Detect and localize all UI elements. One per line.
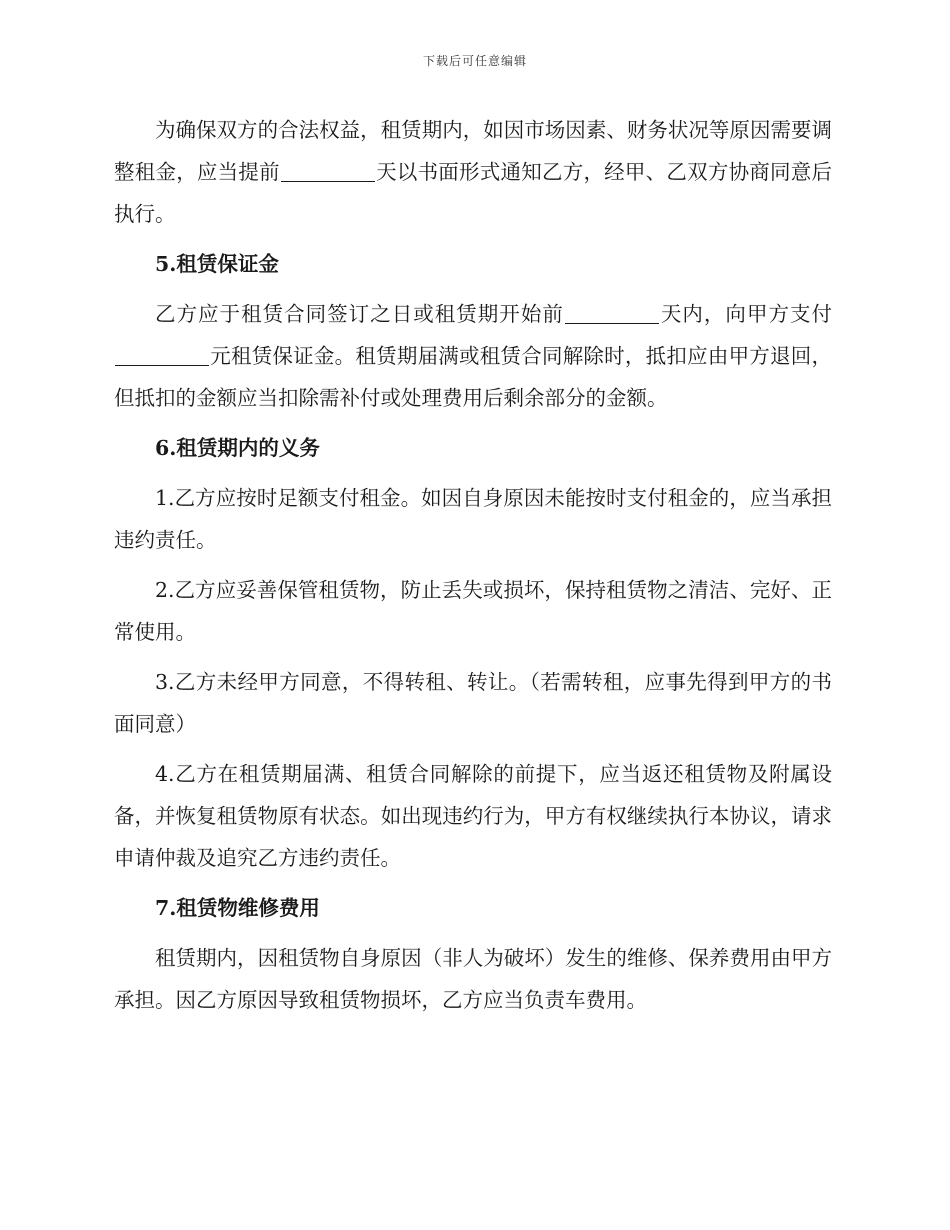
section-heading-repair-costs: 7.租赁物维修费用 <box>155 896 320 920</box>
paragraph-text: 为确保双方的合法权益，租赁期内，如因市场因素、财务状况等原因需要调整租金，应当提前 <box>114 118 832 184</box>
paragraph-text: 乙方应于租赁合同签订之日或租赁期开始前 <box>155 302 564 326</box>
paragraph-text: 天以书面形式通知乙方，经甲、乙双方协商同意后执行。 <box>114 160 833 226</box>
section-heading-deposit: 5.租赁保证金 <box>155 252 279 276</box>
repair-costs-paragraph: 租赁期内，因租赁物自身原因（非人为破坏）发生的维修、保养费用由甲方承担。因乙方原因导致租赁物损坏，乙方应当负责车费用。 <box>114 946 832 1012</box>
page-header: 下载后可任意编辑 <box>422 54 527 68</box>
rent-adjustment-paragraph <box>114 109 832 235</box>
document-body <box>114 109 832 1029</box>
blank-field-deposit-days <box>565 303 659 325</box>
paragraph-text: 元租赁保证金。租赁期届满或租赁合同解除时，抵扣应由甲方退回，但抵扣的金额应当扣除需补付或处理费用后剩余部分的金额。 <box>114 344 832 410</box>
obligation-item-2: 2.乙方应妥善保管租赁物，防止丢失或损坏，保持租赁物之清洁、完好、正常使用。 <box>114 578 832 644</box>
blank-field-notice-days <box>281 161 375 183</box>
obligation-item-3: 3.乙方未经甲方同意，不得转租、转让。（若需转租，应事先得到甲方的书面同意） <box>114 670 832 736</box>
paragraph-text: 天内，向甲方支付 <box>659 302 833 326</box>
section-heading-obligations: 6.租赁期内的义务 <box>155 436 320 460</box>
obligation-item-1: 1.乙方应按时足额支付租金。如因自身原因未能按时支付租金的，应当承担违约责任。 <box>114 486 832 552</box>
blank-field-deposit-amount <box>115 345 209 367</box>
deposit-paragraph <box>114 293 832 419</box>
obligation-item-4: 4.乙方在租赁期届满、租赁合同解除的前提下，应当返还租赁物及附属设备，并恢复租赁物原有状态。如出现违约行为，甲方有权继续执行本协议，请求申请仲裁及追究乙方违约责任。 <box>114 762 832 870</box>
